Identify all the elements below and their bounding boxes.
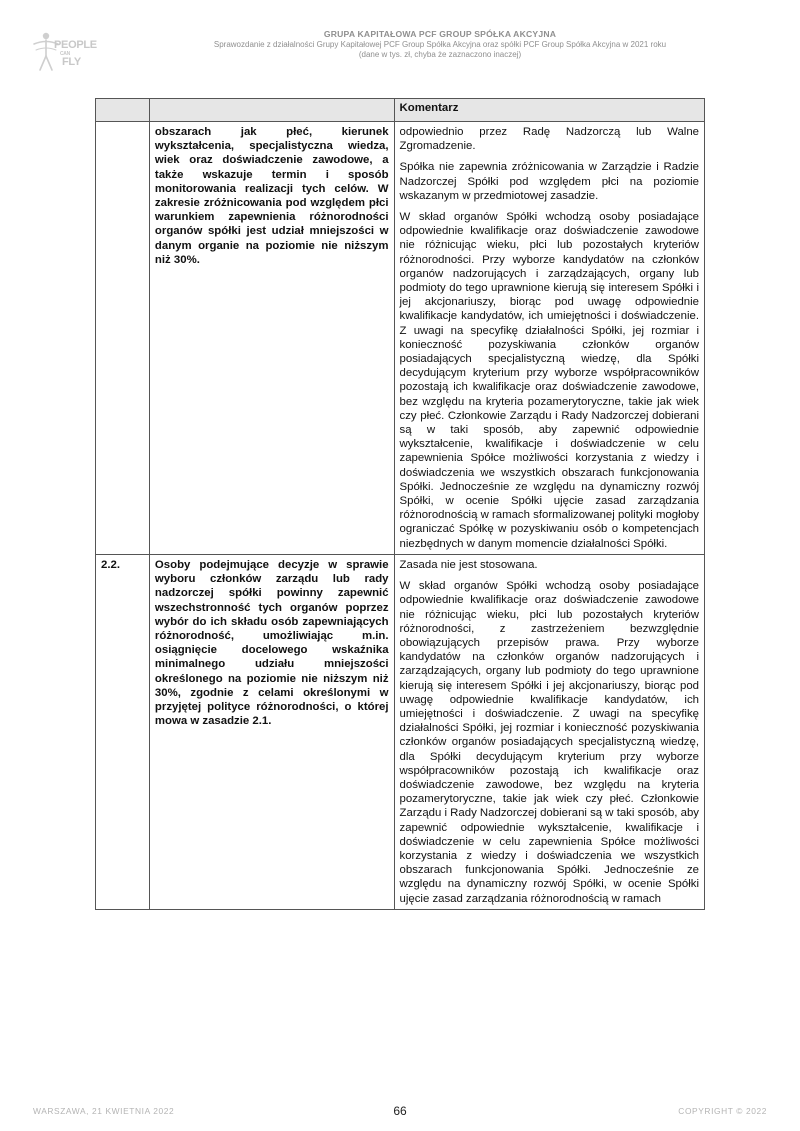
comment-paragraph: Spółka nie zapewnia zróżnicowania w Zarządzie i Radzie Nadzorczej Spółki pod względem płci na poziomie wskazanym w przedmiotowej zasadzie. bbox=[399, 161, 699, 202]
logo-line-2: CAN bbox=[60, 51, 70, 57]
page-header bbox=[100, 29, 780, 60]
comment-cell bbox=[394, 554, 704, 909]
units-note: (dane w tys. zł, chyba że zaznaczono inaczej) bbox=[358, 50, 522, 59]
comment-paragraph: W skład organów Spółki wchodzą osoby posiadające odpowiednie kwalifikacje oraz doświadczenie zawodowe nie różnicując wieku, płci lub pozostałych kryteriów różnorodności. Przy wyborze kandydatów na członków organów nadzorujących i zarządzających, organy lub podmioty do tego uprawnione kierują się interesem Spółki i jej akcjonariuszy, biorąc pod uwagę odpowiednie kwalifikacje kandydatów, ich umiejętności i doświadczenie. Z uwagi na specyfikę działalności Spółki, jej rozmiar i konieczność pozyskiwania członków organów posiadających specjalistyczną wiedzę, dla Spółki decydującym kryterium przy wyborze współpracowników pozostają ich kwalifikacje oraz doświadczenie zawodowe, bez względu na kryteria pozamerytoryczne, takie jak wiek czy płeć. Członkowie Zarządu i Rady Nadzorczej dobierani są w taki sposób, aby zapewnić odpowiednie wykształcenie, kwalifikacje i doświadczenie w celu zapewnienia Spółce możliwości korzystania z wiedzy i doświadczenia we wszystkich obszarach funkcjonowania Spółki. Jednocześnie ze względu na dynamiczny rozwój Spółki, w ocenie Spółki ujęcie zasad zarządzania różnorodnością w ramach sformalizowanej polityki mogłoby ograniczać Spółkę w pozyskiwaniu osób o kompetencjach niezbędnych w danym momencie działalności Spółki. bbox=[399, 211, 699, 550]
header-comment-cell: Komentarz bbox=[394, 99, 704, 122]
rule-number: 2.2. bbox=[96, 554, 150, 909]
table-header-row bbox=[96, 99, 705, 122]
logo-wordmark bbox=[54, 40, 97, 68]
rule-text: Osoby podejmujące decyzje w sprawie wyboru członków zarządu lub rady nadzorczej spółki powinny zapewnić wszechstronność tych organów poprzez wybór do ich składu osób zapewniających różnorodność, umożliwiając m.in. osiągnięcie docelowego wskaźnika minimalnego udziału mniejszości określonego na poziomie nie niższym niż 30%, zgodnie z celami określonymi w przyjętej polityce różnorodności, o której mowa w zasadzie 2.1. bbox=[149, 554, 394, 909]
logo-line-1: PEOPLE bbox=[54, 39, 97, 51]
table-row bbox=[96, 122, 705, 555]
header-rule-cell bbox=[149, 99, 394, 122]
rule-number bbox=[96, 122, 150, 555]
table-row bbox=[96, 554, 705, 909]
comment-paragraph: Zasada nie jest stosowana. bbox=[399, 558, 538, 571]
comment-paragraph: odpowiednio przez Radę Nadzorczą lub Walne Zgromadzenie. bbox=[399, 126, 699, 153]
page-number: 66 bbox=[393, 1104, 407, 1118]
footer-date: WARSZAWA, 21 KWIETNIA 2022 bbox=[33, 1106, 175, 1116]
header-number-cell bbox=[96, 99, 150, 122]
logo-line-3: FLY bbox=[62, 56, 81, 68]
comment-paragraph: W skład organów Spółki wchodzą osoby posiadające odpowiednie kwalifikacje oraz doświadczenie zawodowe nie różnicując wieku, płci lub pozostałych kryteriów różnorodności, z zastrzeżeniem bezwzględnie obowiązujących przepisów prawa. Przy wyborze kandydatów na członków organów nadzorujących i zarządzających, organy lub podmioty do tego uprawnione kierują się interesem Spółki i jej akcjonariuszy, biorąc pod uwagę odpowiednie kwalifikacje kandydatów, ich umiejętności i doświadczenie. Z uwagi na specyfikę działalności Spółki, jej rozmiar i konieczność pozyskiwania członków organów posiadających specjalistyczną wiedzę, dla Spółki decydującym kryterium przy wyborze współpracowników pozostają ich kwalifikacje oraz doświadczenie zawodowe, bez względu na kryteria pozamerytoryczne, takie jak wiek czy płeć. Członkowie Zarządu i Rady Nadzorczej dobierani są w taki sposób, aby zapewnić odpowiednie wykształcenie, kwalifikacje i doświadczenie w celu zapewnienia Spółce możliwości korzystania z wiedzy i doświadczenia we wszystkich obszarach funkcjonowania Spółki. Jednocześnie ze względu na dynamiczny rozwój Spółki, w ocenie Spółki ujęcie zasad zarządzania różnorodnością w ramach bbox=[399, 580, 700, 905]
comment-cell bbox=[394, 122, 704, 555]
report-title: Sprawozdanie z działalności Grupy Kapitałowej PCF Group Spółka Akcyjna oraz spółki PCF Group Spółka Akcyjna w 2021 roku bbox=[213, 40, 667, 49]
governance-rules-table bbox=[95, 98, 705, 910]
rule-text: obszarach jak płeć, kierunek wykształcenia, specjalistyczna wiedza, wiek oraz doświadczenie zawodowe, a także wskazuje termin i sposób monitorowania realizacji tych celów. W zakresie zróżnicowania pod względem płci warunkiem zapewnienia różnorodności organów spółki jest udział mniejszości w danym organie na poziomie nie niższym niż 30%. bbox=[149, 122, 394, 555]
footer-copyright: COPYRIGHT © 2022 bbox=[678, 1106, 767, 1116]
company-name: GRUPA KAPITAŁOWA PCF GROUP SPÓŁKA AKCYJNA bbox=[323, 29, 557, 39]
